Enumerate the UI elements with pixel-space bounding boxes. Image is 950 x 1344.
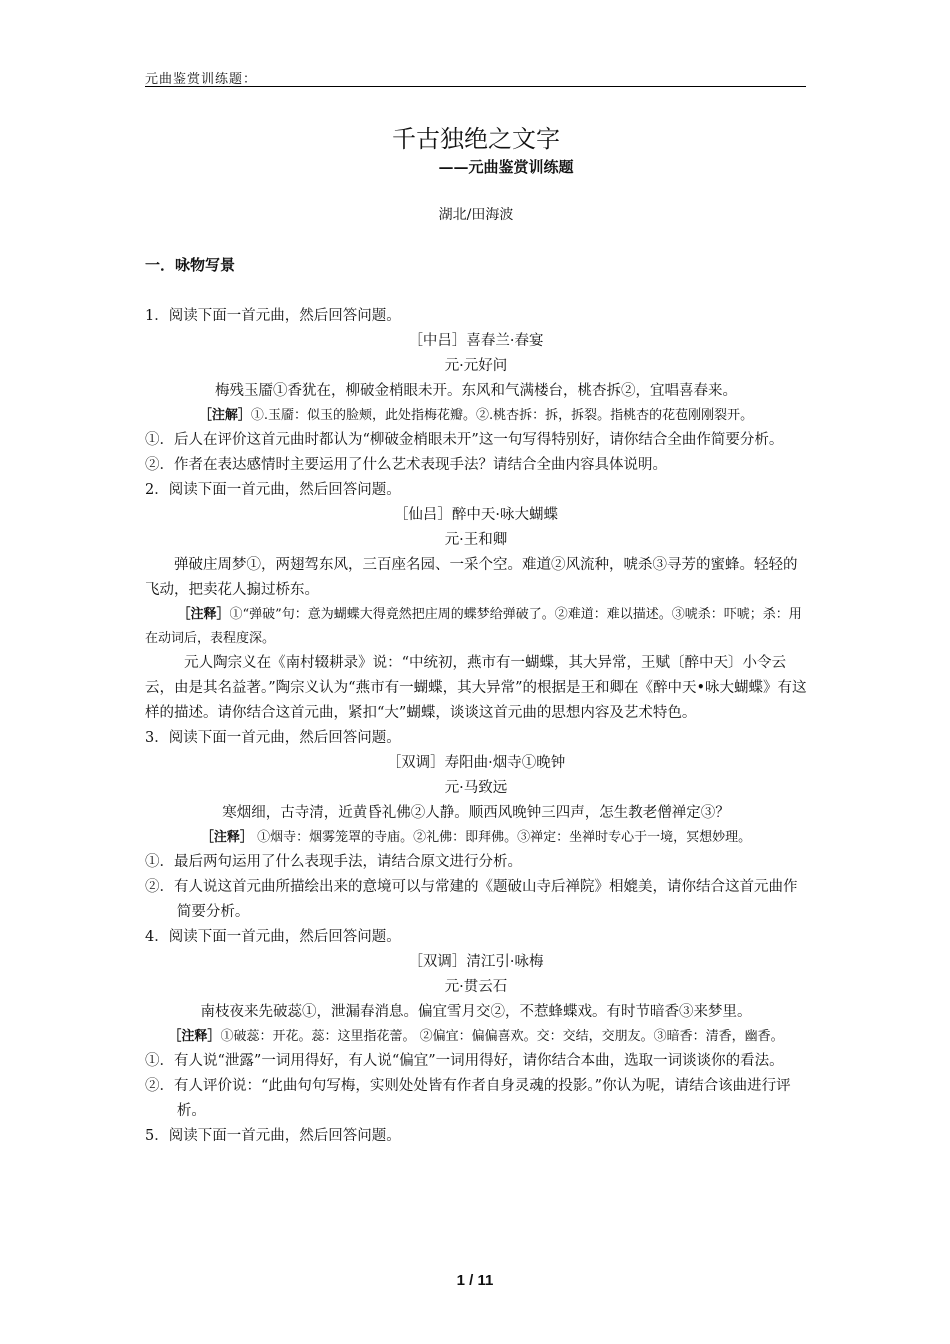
question-1 bbox=[145, 304, 807, 478]
document-body bbox=[145, 118, 807, 1149]
note-label: ［注释］ bbox=[200, 830, 253, 845]
poem-author: 元·王和卿 bbox=[444, 532, 508, 548]
poem-text: 梅残玉靥①香犹在，柳破金梢眼未开。东风和气满楼台，桃杏拆②，宜唱喜春来。 bbox=[215, 383, 737, 399]
page-number: 1 / 11 bbox=[456, 1272, 494, 1289]
note-text: ①破蕊：开花。蕊：这里指花蕾。 ②偏宜：偏偏喜欢。交：交结，交朋友。③暗香：清香，幽香。 bbox=[220, 1029, 784, 1044]
poem-note bbox=[145, 603, 807, 651]
question-5 bbox=[145, 1124, 807, 1149]
question-lead: 4．阅读下面一首元曲，然后回答问题。 bbox=[145, 929, 401, 945]
poem-text: 寒烟细，古寺清，近黄昏礼佛②人静。顺西风晚钟三四声，怎生教老僧禅定③？ bbox=[222, 805, 730, 821]
note-label: ［注解］ bbox=[198, 408, 251, 423]
poem-title: ［双调］清江引·咏梅 bbox=[408, 954, 544, 970]
section-heading: 一．咏物写景 bbox=[145, 256, 236, 274]
sub-question: ②．有人评价说：“此曲句句写梅，实则处处皆有作者自身灵魂的投影。”你认为呢，请结合该曲进行评析。 bbox=[145, 1078, 791, 1119]
header-rule bbox=[145, 86, 806, 87]
poem-title: ［中吕］喜春兰·春宴 bbox=[408, 333, 544, 349]
poem-author: 元·马致远 bbox=[444, 780, 508, 796]
poem-author: 元·元好问 bbox=[444, 358, 508, 374]
poem-title: ［仙吕］醉中天·咏大蝴蝶 bbox=[393, 507, 559, 523]
note-label: ［注释］ bbox=[177, 607, 230, 622]
note-text: ①“弹破”句：意为蝴蝶大得竟然把庄周的蝶梦给弹破了。②难道：难以描述。③唬杀：吓唬；杀：用在动词后，表程度深。 bbox=[145, 607, 802, 646]
note-text: ①烟寺：烟雾笼罩的寺庙。②礼佛：即拜佛。③禅定：坐禅时专心于一境，冥想妙理。 bbox=[252, 830, 752, 845]
note-label: ［注释］ bbox=[168, 1029, 221, 1044]
sub-question: ①．有人说“泄露”一词用得好，有人说“偏宜”一词用得好，请你结合本曲，选取一词谈谈你的看法。 bbox=[145, 1053, 784, 1069]
question-lead: 1．阅读下面一首元曲，然后回答问题。 bbox=[145, 308, 401, 324]
note-text: ①.玉靥：似玉的脸颊，此处指梅花瓣。②.桃杏拆：拆，拆裂。指桃杏的花苞刚刚裂开。 bbox=[250, 408, 754, 423]
question-3 bbox=[145, 726, 807, 925]
question-2 bbox=[145, 478, 807, 726]
question-lead: 5．阅读下面一首元曲，然后回答问题。 bbox=[145, 1128, 401, 1144]
sub-question: ②．有人说这首元曲所描绘出来的意境可以与常建的《题破山寺后禅院》相媲美，请你结合这首元曲作简要分析。 bbox=[145, 879, 798, 920]
question-lead: 2．阅读下面一首元曲，然后回答问题。 bbox=[145, 482, 401, 498]
document-title: 千古独绝之文字 bbox=[392, 125, 560, 153]
poem-text: 南枝夜来先破蕊①，泄漏春消息。偏宜雪月交②，不惹蜂蝶戏。有时节暗香③来梦里。 bbox=[200, 1004, 752, 1020]
poem-title: ［双调］寿阳曲·烟寺①晚钟 bbox=[386, 755, 566, 771]
document-subtitle: ——元曲鉴赏训练题 bbox=[438, 158, 574, 176]
document-author: 湖北/田海波 bbox=[438, 207, 514, 223]
question-4 bbox=[145, 925, 807, 1124]
section-spacer bbox=[145, 276, 807, 304]
poem-note bbox=[145, 404, 807, 428]
question-lead: 3．阅读下面一首元曲，然后回答问题。 bbox=[145, 730, 401, 746]
sub-question: ①．后人在评价这首元曲时都认为“柳破金梢眼未开”这一句写得特别好，请你结合全曲作简要分析。 bbox=[145, 432, 784, 448]
poem-note bbox=[145, 1025, 807, 1049]
poem-note bbox=[145, 826, 807, 850]
poem-text: 弹破庄周梦①，两翅驾东风，三百座名园、一采个空。难道②风流种，唬杀③寻芳的蜜蜂。轻轻的飞动，把卖花人搧过桥东。 bbox=[145, 557, 798, 598]
question-paragraph: 元人陶宗义在《南村辍耕录》说：“中统初，燕市有一蝴蝶，其大异常，王赋〔醉中天〕小令云云，由是其名益著。”陶宗义认为“燕市有一蝴蝶，其大异常”的根据是王和卿在《醉中天•咏大蝴蝶》有这样的描述。请你结合这首元曲，紧扣“大”蝴蝶，谈谈这首元曲的思想内容及艺术特色。 bbox=[145, 655, 807, 721]
sub-question: ①．最后两句运用了什么表现手法，请结合原文进行分析。 bbox=[145, 854, 522, 870]
sub-question: ②．作者在表达感情时主要运用了什么艺术表现手法？请结合全曲内容具体说明。 bbox=[145, 457, 667, 473]
poem-author: 元·贯云石 bbox=[444, 979, 508, 995]
running-header: 元曲鉴赏训练题： bbox=[145, 72, 258, 87]
